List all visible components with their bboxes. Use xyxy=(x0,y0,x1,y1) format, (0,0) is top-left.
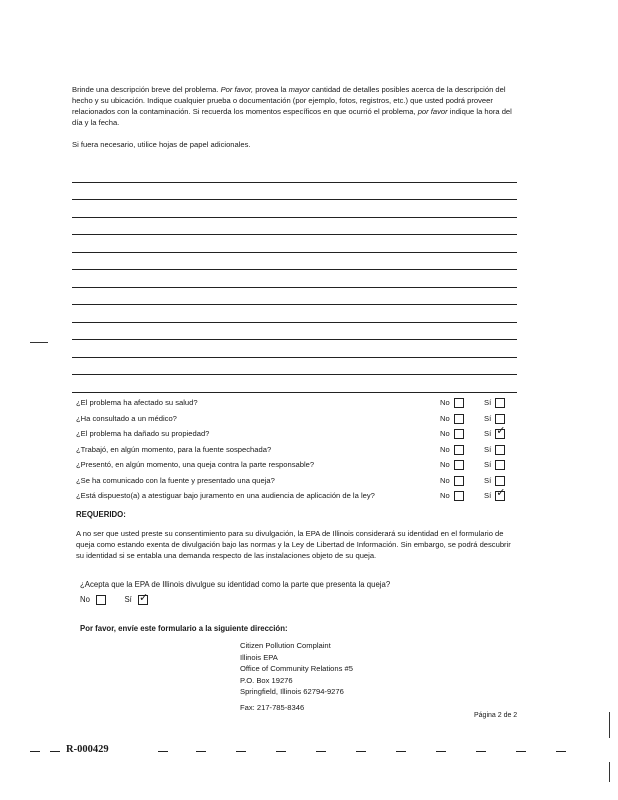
blank-writing-line[interactable] xyxy=(72,235,517,253)
consent-question: ¿Acepta que la EPA de Illinois divulgue su identidad como la parte que presenta la queja? xyxy=(80,580,391,589)
question-row xyxy=(76,413,518,429)
si-label: Sí xyxy=(484,429,492,438)
mailing-address xyxy=(240,640,353,713)
blank-writing-line[interactable] xyxy=(72,340,517,358)
answer-si xyxy=(484,444,505,456)
question-row xyxy=(76,490,518,506)
address-line: Office of Community Relations #5 xyxy=(240,664,353,673)
answer-si xyxy=(484,490,505,502)
blank-writing-line[interactable] xyxy=(72,165,517,183)
intro-italic-2: mayor xyxy=(288,85,310,94)
blank-writing-line[interactable] xyxy=(72,288,517,306)
footer-dash xyxy=(50,751,60,752)
question-text: ¿Está dispuesto(a) a atestiguar bajo juramento en una audiencia de aplicación de la ley? xyxy=(76,491,375,500)
consent-answer xyxy=(80,595,148,605)
footer-dash xyxy=(396,751,406,752)
question-row xyxy=(76,428,518,444)
no-checkbox[interactable] xyxy=(454,414,464,424)
address-line: P.O. Box 19276 xyxy=(240,675,293,685)
si-label: Sí xyxy=(484,398,492,407)
intro-text-4: indique la hora del día y la fecha. xyxy=(72,107,512,127)
no-checkbox[interactable] xyxy=(454,429,464,439)
intro-italic-3: por favor xyxy=(417,107,448,116)
address-line: Citizen Pollution Complaint xyxy=(240,641,331,650)
required-text: A no ser que usted preste su consentimiento para su divulgación, la EPA de Illinois considerará su identidad en el formulario de queja como estando exenta de divulgación bajo las normas y la Ley de Libertad de Información. Sin embargo, se podrá descubrir su identidad si se entabla una demanda respecto de las instalaciones objeto de su queja. xyxy=(76,529,511,560)
problem-description-instructions xyxy=(72,84,520,128)
blank-writing-line[interactable] xyxy=(72,375,517,393)
si-checkbox[interactable] xyxy=(495,476,505,486)
si-label: Sí xyxy=(484,444,492,454)
no-checkbox[interactable] xyxy=(454,476,464,486)
intro-text-3: cantidad de detalles posibles acerca de la descripción del hecho y su ubicación. Indique cualquier prueba o documentación (por ejemplo, fotos, registros, etc.) que usted podrá proveer relacionados con la contaminación. Si recuerda los momentos específicos en que ocurrió el problema, xyxy=(72,85,506,116)
blank-writing-line[interactable] xyxy=(72,253,517,271)
blank-writing-line[interactable] xyxy=(72,200,517,218)
question-text: ¿Trabajó, en algún momento, para la fuente sospechada? xyxy=(76,444,272,454)
si-label: Sí xyxy=(484,491,492,500)
answer-no xyxy=(440,397,464,409)
question-row xyxy=(76,459,518,475)
answer-no xyxy=(440,475,464,487)
footer-dash xyxy=(436,751,446,752)
consent-si-label: Sí xyxy=(124,595,132,605)
answer-si xyxy=(484,459,505,471)
question-text: ¿Presentó, en algún momento, una queja contra la parte responsable? xyxy=(76,460,315,469)
consent-no-label: No xyxy=(80,595,90,605)
question-row xyxy=(76,444,518,460)
document-id: R-000429 xyxy=(66,744,109,755)
footer-dash xyxy=(356,751,366,752)
address-line: Springfield, Illinois 62794-9276 xyxy=(240,687,344,696)
si-label: Sí xyxy=(484,460,492,469)
description-writing-area[interactable] xyxy=(72,165,517,393)
address-line: Illinois EPA xyxy=(240,652,278,662)
fax-number: Fax: 217-785-8346 xyxy=(240,702,305,712)
intro-text-1: Brinde una descripción breve del problema. xyxy=(72,85,221,94)
question-text: ¿Ha consultado a un médico? xyxy=(76,413,177,423)
footer-dash xyxy=(196,751,206,752)
blank-writing-line[interactable] xyxy=(72,323,517,341)
si-label: Sí xyxy=(484,413,492,423)
si-checkbox[interactable] xyxy=(495,460,505,470)
page-number: Página 2 de 2 xyxy=(474,712,518,719)
required-title: REQUERIDO: xyxy=(76,510,126,519)
no-label: No xyxy=(440,413,450,423)
footer-dash xyxy=(556,751,566,752)
question-row xyxy=(76,475,518,491)
consent-no-checkbox[interactable] xyxy=(96,595,106,605)
si-checkbox[interactable] xyxy=(495,445,505,455)
extra-sheets-note: Si fuera necesario, utilice hojas de papel adicionales. xyxy=(72,140,251,149)
intro-italic-1: Por favor, xyxy=(220,85,254,94)
question-text: ¿El problema ha afectado su salud? xyxy=(76,398,198,407)
no-checkbox[interactable] xyxy=(454,445,464,455)
question-text: ¿Se ha comunicado con la fuente y presentado una queja? xyxy=(76,475,275,485)
no-label: No xyxy=(440,460,450,469)
no-checkbox[interactable] xyxy=(454,398,464,408)
margin-mark xyxy=(30,342,48,343)
no-checkbox[interactable] xyxy=(454,491,464,501)
answer-no xyxy=(440,459,464,471)
margin-rule xyxy=(609,712,610,738)
answer-si xyxy=(484,475,505,487)
margin-rule xyxy=(609,762,610,782)
no-label: No xyxy=(440,491,450,500)
footer-dash xyxy=(476,751,486,752)
yes-no-questions xyxy=(76,397,518,506)
si-checkbox[interactable] xyxy=(495,398,505,408)
answer-no xyxy=(440,490,464,502)
consent-si-checkbox[interactable] xyxy=(138,595,148,605)
send-instruction: Por favor, envíe este formulario a la siguiente dirección: xyxy=(80,624,288,633)
si-checkbox[interactable] xyxy=(495,429,505,439)
blank-writing-line[interactable] xyxy=(72,305,517,323)
blank-writing-line[interactable] xyxy=(72,183,517,201)
answer-no xyxy=(440,428,464,440)
answer-si xyxy=(484,413,505,425)
answer-si xyxy=(484,428,505,440)
blank-writing-line[interactable] xyxy=(72,270,517,288)
footer-dash xyxy=(276,751,286,752)
si-label: Sí xyxy=(484,475,492,485)
question-text: ¿El problema ha dañado su propiedad? xyxy=(76,429,210,438)
answer-no xyxy=(440,413,464,425)
blank-writing-line[interactable] xyxy=(72,218,517,236)
answer-si xyxy=(484,397,505,409)
footer-dash xyxy=(236,751,246,752)
question-row xyxy=(76,397,518,413)
si-checkbox[interactable] xyxy=(495,491,505,501)
no-label: No xyxy=(440,398,450,407)
no-checkbox[interactable] xyxy=(454,460,464,470)
no-label: No xyxy=(440,444,450,454)
intro-text-2: provea la xyxy=(253,85,289,94)
no-label: No xyxy=(440,429,450,438)
footer-dash xyxy=(316,751,326,752)
footer-dash xyxy=(30,751,40,752)
blank-writing-line[interactable] xyxy=(72,358,517,376)
no-label: No xyxy=(440,475,450,485)
footer-dash xyxy=(158,751,168,752)
footer-dash xyxy=(516,751,526,752)
si-checkbox[interactable] xyxy=(495,414,505,424)
answer-no xyxy=(440,444,464,456)
